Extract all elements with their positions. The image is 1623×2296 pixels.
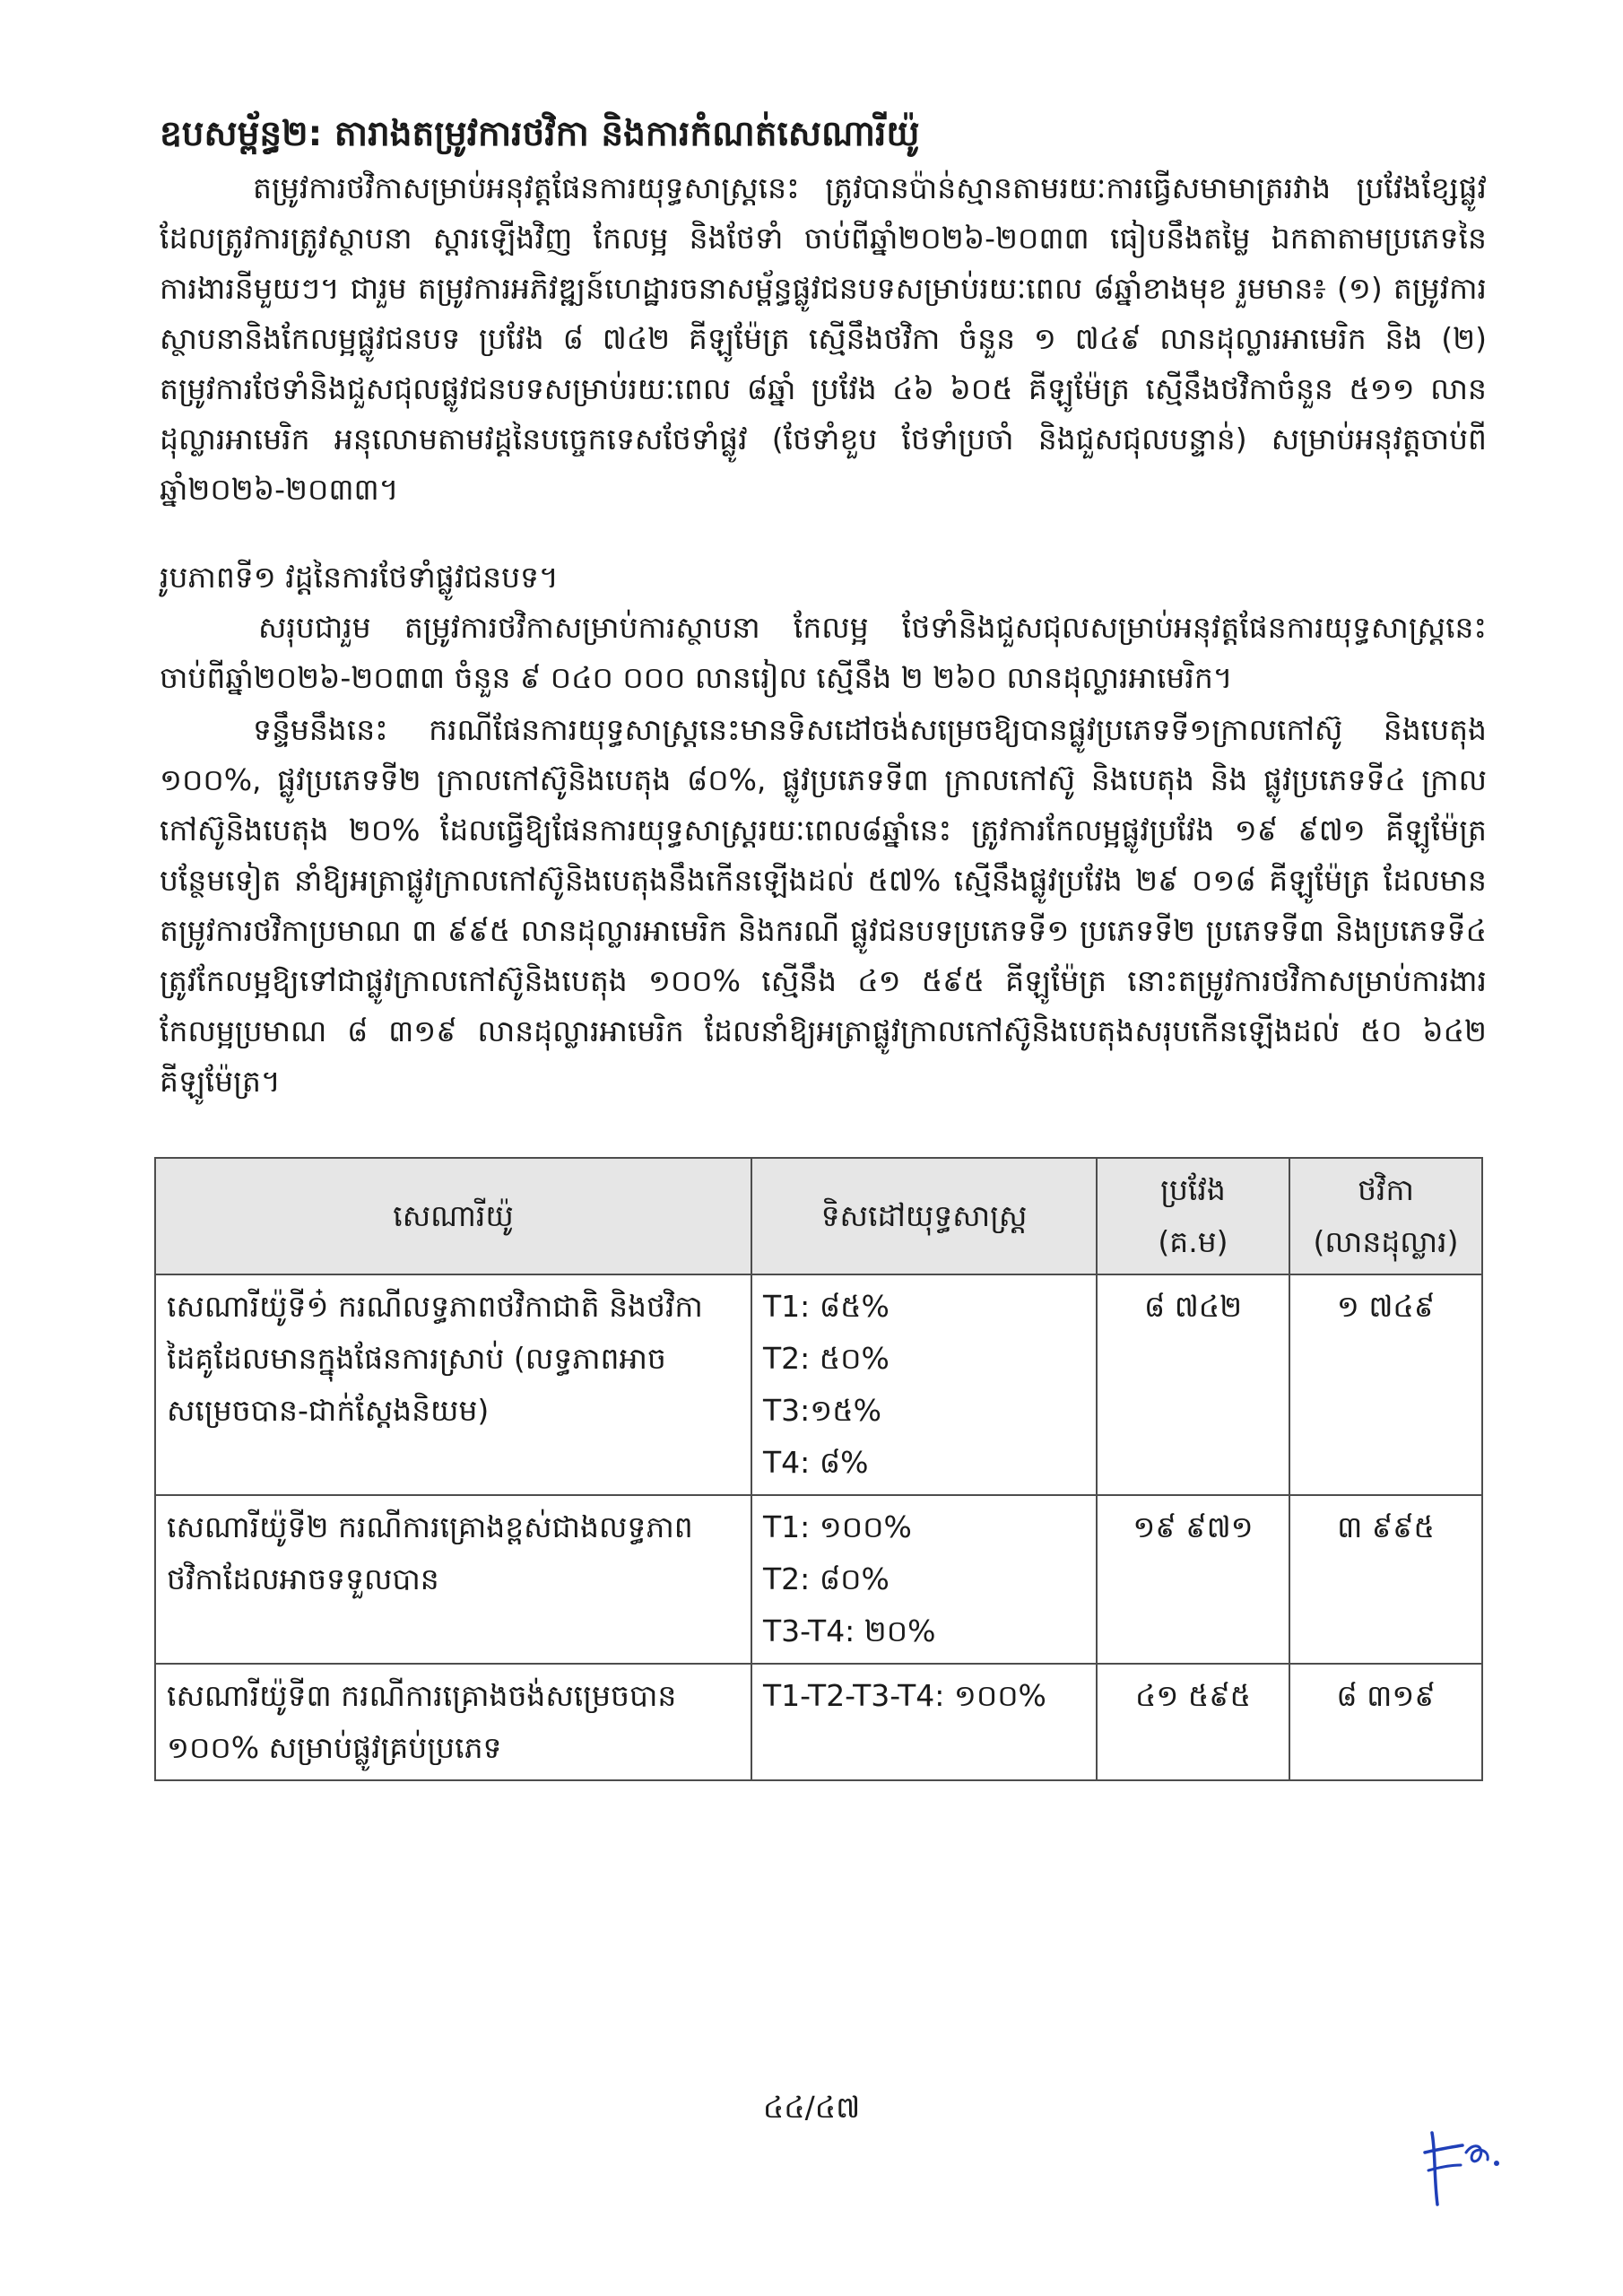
objective-item: T4: ៨%	[763, 1445, 869, 1480]
paragraph-budget-requirement: តម្រូវការថវិកាសម្រាប់អនុវត្តផែនការយុទ្ធសាស្ត្រនេះ ត្រូវបានប៉ាន់ស្មានតាមរយៈការធ្វើសមាមាត្ររវាង ប្រវែងខ្សែផ្លូវដែលត្រូវការត្រូវស្ថាបនា ស្ដារឡើងវិញ កែលម្អ និងថែទាំ ចាប់ពីឆ្នាំ២០២៦-២០៣៣ ធៀបនឹងតម្លៃ ឯកតាតាមប្រភេទនៃការងារនីមួយៗ។ ជារួម តម្រូវការអភិវឌ្ឍន៍ហេដ្ឋារចនាសម្ព័ន្ធផ្លូវជនបទសម្រាប់រយៈពេល ៨ឆ្នាំខាងមុខ រួមមាន៖ (១) តម្រូវការស្ថាបនានិងកែលម្អផ្លូវជនបទ ប្រវែង ៨ ៧៤២ គីឡូម៉ែត្រ ស្មើនឹងថវិកា ចំនួន ១ ៧៤៩ លានដុល្លារអាមេរិក និង (២) តម្រូវការថែទាំនិងជួសជុលផ្លូវជនបទសម្រាប់រយៈពេល ៨ឆ្នាំ ប្រវែង ៤៦ ៦០៥ គីឡូម៉ែត្រ ស្មើនឹងថវិកាចំនួន ៥១១ លានដុល្លារអាមេរិក អនុលោមតាមវដ្ដនៃបច្ចេកទេសថែទាំផ្លូវ (ថែទាំខួប ថែទាំប្រចាំ និងជួសជុលបន្ទាន់) សម្រាប់អនុវត្តចាប់ពីឆ្នាំ២០២៦-២០៣៣។	[160, 170, 1487, 507]
table-row	[155, 1274, 1482, 1495]
objective-cell	[751, 1495, 1097, 1664]
scenario-cell: សេណារីយ៉ូទី១៎ ករណីលទ្ធភាពថវិកាជាតិ និងថវិកាដៃគូដែលមានក្នុងផែនការស្រាប់ (លទ្ធភាពអាចសម្រេចបាន-ជាក់ស្ដែងនិយម)	[155, 1274, 751, 1495]
paragraph-total-budget: សរុបជារួម តម្រូវការថវិកាសម្រាប់ការស្ថាបនា កែលម្អ ថែទាំនិងជួសជុលសម្រាប់អនុវត្តផែនការយុទ្ធសាស្ត្រនេះ ចាប់ពីឆ្នាំ២០២៦-២០៣៣ ចំនួន ៩ ០៤០ ០០០ លានរៀល ស្មើនឹង ២ ២៦០ លានដុល្លារអាមេរិក។	[160, 610, 1487, 695]
header-objective: ទិសដៅយុទ្ធសាស្ត្រ	[751, 1158, 1097, 1274]
objective-cell	[751, 1664, 1097, 1780]
objective-item: T3-T4: ២០%	[763, 1613, 936, 1648]
header-budget-label: ថវិកា	[1358, 1172, 1414, 1207]
table-header-row	[155, 1158, 1482, 1274]
objective-cell	[751, 1274, 1097, 1495]
objective-item: T1-T2-T3-T4: ១០០%	[763, 1678, 1046, 1713]
objective-item: T1: ១០០%	[763, 1509, 912, 1544]
scenario-cell: សេណារីយ៉ូទី៣ ករណីការគ្រោងចង់សម្រេចបាន ១០០% សម្រាប់ផ្លូវគ្រប់ប្រភេទ	[155, 1664, 751, 1780]
header-budget	[1289, 1158, 1482, 1274]
table-row	[155, 1664, 1482, 1780]
header-scenario: សេណារីយ៉ូ	[155, 1158, 751, 1274]
page-number: ៤៤/៤៧	[762, 2090, 861, 2125]
header-length-unit: (គ.ម)	[1158, 1224, 1228, 1259]
length-cell: ៨ ៧៤២	[1097, 1274, 1289, 1495]
length-cell: ៤១ ៥៩៥	[1097, 1664, 1289, 1780]
header-budget-unit: (លានដុល្លារ)	[1313, 1224, 1459, 1259]
handwritten-initials-icon	[1421, 2126, 1520, 2211]
objective-item: T3:១៥%	[763, 1393, 881, 1428]
annex-heading: ឧបសម្ព័ន្ធ២: តារាងតម្រូវការថវិកា និងការកំណត់សេណារីយ៉ូ	[160, 114, 920, 154]
paragraph-scenarios: ទន្ទឹមនឹងនេះ ករណីផែនការយុទ្ធសាស្ត្រនេះមានទិសដៅចង់សម្រេចឱ្យបានផ្លូវប្រភេទទី១ក្រាលកៅស៊ូ និងបេតុង ១០០%, ផ្លូវប្រភេទទី២ ក្រាលកៅស៊ូនិងបេតុង ៨០%, ផ្លូវប្រភេទទី៣ ក្រាលកៅស៊ូ និងបេតុង និង ផ្លូវប្រភេទទី៤ ក្រាលកៅស៊ូនិងបេតុង ២០% ដែលធ្វើឱ្យផែនការយុទ្ធសាស្ត្ររយៈពេល៨ឆ្នាំនេះ ត្រូវការកែលម្អផ្លូវប្រវែង ១៩ ៩៧១ គីឡូម៉ែត្របន្ថែមទៀត នាំឱ្យអត្រាផ្លូវក្រាលកៅស៊ូនិងបេតុងនឹងកើនឡើងដល់ ៥៧% ស្មើនឹងផ្លូវប្រវែង ២៩ ០១៨ គីឡូម៉ែត្រ ដែលមានតម្រូវការថវិកាប្រមាណ ៣ ៩៩៥ លានដុល្លារអាមេរិក និងករណី ផ្លូវជនបទប្រភេទទី១ ប្រភេទទី២ ប្រភេទទី៣ និងប្រភេទទី៤ ត្រូវកែលម្អឱ្យទៅជាផ្លូវក្រាលកៅស៊ូនិងបេតុង ១០០% ស្មើនឹង ៤១ ៥៩៥ គីឡូម៉ែត្រ នោះតម្រូវការថវិកាសម្រាប់ការងារកែលម្អប្រមាណ ៨ ៣១៩ លានដុល្លារអាមេរិក ដែលនាំឱ្យអត្រាផ្លូវក្រាលកៅស៊ូនិងបេតុងសរុបកើនឡើងដល់ ៥០ ៦៤២ គីឡូម៉ែត្រ។	[160, 712, 1487, 1099]
figure-caption: រូបភាពទី១ វដ្ដនៃការថែទាំផ្លូវជនបទ។	[160, 560, 559, 595]
scenario-table	[154, 1157, 1483, 1781]
objective-item: T2: ៨០%	[763, 1561, 890, 1596]
length-cell: ១៩ ៩៧១	[1097, 1495, 1289, 1664]
objective-item: T2: ៥០%	[763, 1341, 890, 1376]
header-length-label: ប្រវែង	[1160, 1172, 1226, 1207]
table-row	[155, 1495, 1482, 1664]
budget-cell: ៨ ៣១៩	[1289, 1664, 1482, 1780]
budget-cell: ៣ ៩៩៥	[1289, 1495, 1482, 1664]
scenario-cell: សេណារីយ៉ូទី២ ករណីការគ្រោងខ្ពស់ជាងលទ្ធភាពថវិកាដែលអាចទទួលបាន	[155, 1495, 751, 1664]
budget-cell: ១ ៧៤៩	[1289, 1274, 1482, 1495]
header-length	[1097, 1158, 1289, 1274]
objective-item: T1: ៨៥%	[763, 1289, 890, 1324]
